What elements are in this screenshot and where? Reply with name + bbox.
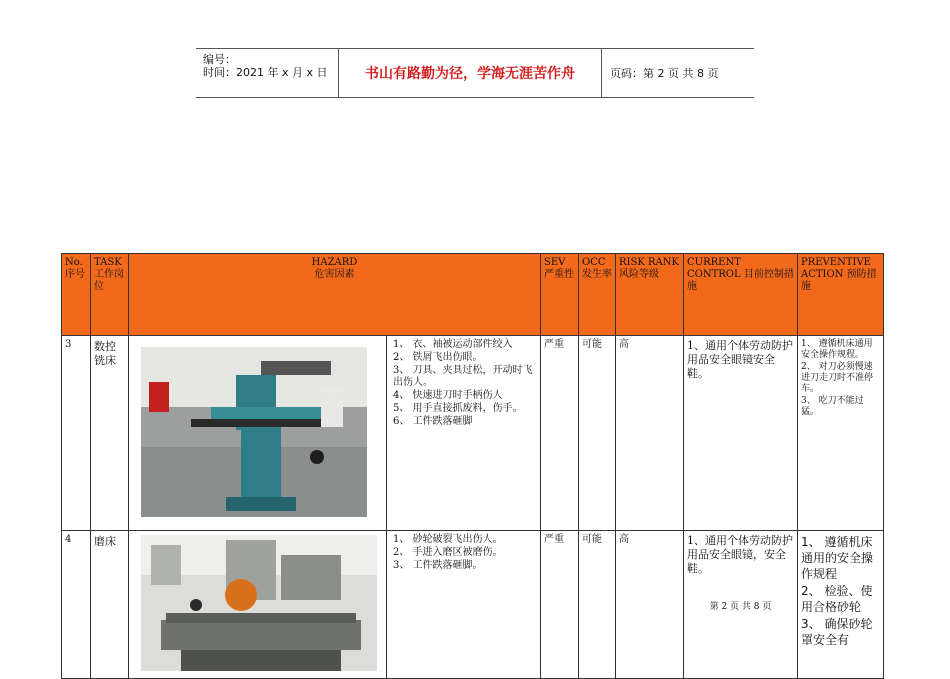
hazard-item: 6、 工件跌落砸脚 [393,416,473,427]
row-occ: 可能 [579,336,616,531]
preventive-item: 1、 遵循机床通用的安全操作规程 [801,535,874,581]
col-task-header [91,254,129,336]
col-hazard-header [129,254,541,336]
row-occ: 可能 [579,531,616,679]
row-control: 1、通用个体劳动防护用品安全眼镜安全鞋。 [684,336,798,531]
row-sev: 严重 [541,531,579,679]
row-hazards [387,531,541,679]
preventive-list [801,534,880,648]
row-no: 4 [62,531,91,679]
table-header-row [62,254,884,336]
row-risk: 高 [616,336,684,531]
row-task: 磨床 [91,531,129,679]
col-sev-label: SEV 严重性 [544,257,574,280]
col-risk-label: RISK RANK 风险等级 [619,257,679,280]
page-label: 页码：第 2 页 共 8 页 [610,67,719,80]
table-row [62,336,884,531]
risk-table [61,253,884,679]
motto-text: 书山有路勤为径，学海无涯苦作舟 [365,66,575,82]
col-control-label: CURRENT CONTROL 目前控制措施 [687,257,794,292]
grinding-machine-photo [141,535,377,671]
document-header [196,48,754,98]
col-risk-header [616,254,684,336]
hazard-item: 4、 快速进刀时手柄伤人 [393,390,503,401]
hazard-item: 1、 砂轮破裂飞出伤人。 [393,534,503,545]
preventive-item: 2、 对刀必须慢速进刀走刀时不准停车。 [801,362,874,394]
hazard-item: 3、 工件跌落砸脚。 [393,560,483,571]
col-control-header [684,254,798,336]
time-label: 时间：2021 年 x 月 x 日 [203,66,328,79]
col-no-header [62,254,91,336]
row-photo-cell [129,531,387,679]
col-occ-header [579,254,616,336]
row-control [684,531,798,679]
row-task: 数控铣床 [91,336,129,531]
preventive-item: 1、 遵循机床通用安全操作规程。 [801,339,873,360]
page-cell [602,49,754,97]
hazard-item: 3、 刀具、夹具过松，开动时飞出伤人。 [393,365,533,388]
col-sev-header [541,254,579,336]
col-preventive-header [798,254,884,336]
col-no-label: No.序号 [65,257,85,280]
col-hazard-label: HAZARD [311,257,358,268]
row-preventive [798,336,884,531]
row-hazards [387,336,541,531]
header-meta-cell [196,49,339,97]
col-task-label: TASK 工作岗位 [94,257,124,292]
preventive-list [801,339,880,418]
preventive-item: 2、 检验、使用合格砂轮 [801,584,873,614]
page-footer-note: 第 2 页 共 8 页 [709,602,772,612]
hazard-item: 5、 用手直接抓废料，伤手。 [393,403,523,414]
col-occ-label: OCC 发生率 [582,257,612,280]
hazard-list [393,534,537,572]
table-row [62,531,884,679]
hazard-item: 2、 铁屑飞出伤眼。 [393,352,483,363]
col-hazard-cn-label: 危害因素 [314,269,355,280]
row-sev: 严重 [541,336,579,531]
motto-cell [339,49,602,97]
preventive-item: 3、 确保砂轮罩安全有 [801,617,873,647]
hazard-item: 2、 手进入磨区被磨伤。 [393,547,503,558]
control-text: 1、通用个体劳动防护用品安全眼镜，安全鞋。 [687,534,793,575]
row-preventive [798,531,884,679]
row-risk: 高 [616,531,684,679]
hazard-list [393,339,537,428]
preventive-item: 3、 吃刀不能过猛。 [801,396,864,417]
milling-machine-photo [141,347,367,517]
col-preventive-label: PREVENTIVE ACTION 预防措施 [801,257,877,292]
number-label: 编号： [203,53,236,66]
row-no: 3 [62,336,91,531]
hazard-item: 1、 衣、袖被运动部件绞入 [393,339,513,350]
row-photo-cell [129,336,387,531]
